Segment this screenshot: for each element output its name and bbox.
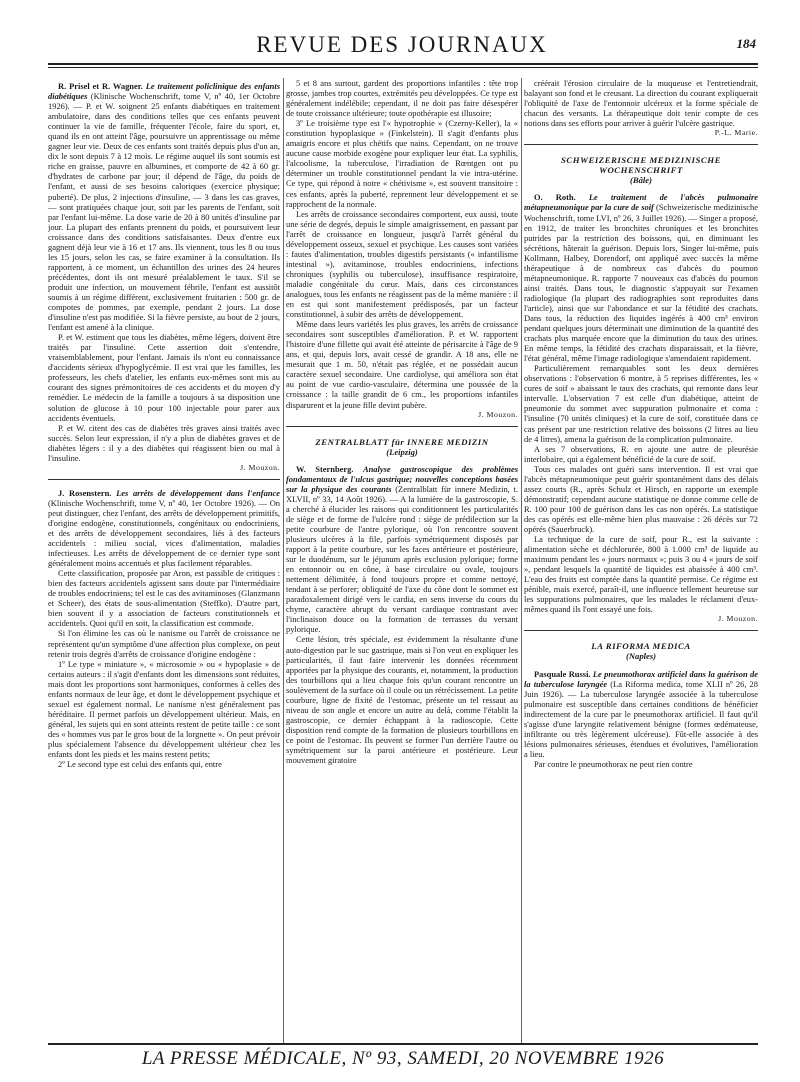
article-paragraph: 5 et 8 ans surtout, gardent des proportions infantiles : tête trop grosse, jambes trop courtes, extrémités peu développées. Ce type est généralement indélébile; cependant, il ne doit pas faire désespérer de toute croissance ultérieure; toute opothérapie est illusoire;: [286, 78, 518, 119]
article-text: P. et W. soignent 25 enfants diabétiques en traitement ambulatoire, dans des conditions telles que ces enfants peuvent continuer la vie de famille, fréquenter l'école, faire du sport, et, quand ils en ont atteint l'âge, poursuivre un apprentissage ou même gagner leur vie. Deux de ces enfants sont traités depuis plus d'un an, dix le sont depuis 7 à 12 mois. Le régime auquel ils sont soumis est riche en graisse, pauvre en albumines, et comporte de 42 à 60 gr. d'hydrates de carbone par jour; il dépend de l'âge, du poids de l'enfant, et aussi de ses besoins caloriques (exercice physique; puberté). De plus, 2 injections d'insuline, — 3 dans les cas graves, — sont pratiquées chaque jour, soit par les parents de l'enfant, soit par l'enfant lui-même. La dose varie de 20 à 80 unités d'insuline par jour. La plupart des enfants prennent du poids, et poursuivent leur croissance dans des conditions satisfaisantes. Deux d'entre eux gagnent déjà leur vie à 16 et 17 ans. Ils viennent, tous les 8 ou tous les 15 jours, selon les cas, se faire examiner à la consultation. Ils rapportent, à ce moment, un échantillon des urines des 24 heures précédentes, dont ils ont mesuré préalablement le taux. S'il se produit une infection, un mouvement fébrile, l'enfant est aussitôt soumis à un régime différent, exclusivement fruitarien : 500 gr. de compotes de pommes, par exemple, pendant 2 jours. La dose d'insuline n'est pas modifiée. Si la fièvre persiste, au bout de 2 jours, l'enfant est amené à la clinique.: [48, 101, 280, 333]
article-text: Singer a proposé, en 1912, de traiter les bronchites chroniques et les bronchites putrides par la restriction des boissons, qui, en diminuant les sécrétions, hâterait la guérison. Depuis lors, Singer lui-même, puis Kollmann, Halbey, Dorendorf, ont appliqué avec succès la même thérapeutique à de nombreux cas d'abcès du poumon métapneumonique. R. rapporte 7 nouveaux cas d'abcès du poumon ainsi traités. Dans tous, le diagnostic s'appuyait sur l'examen radiologique (la plupart des radiographies sont reproduites dans l'article), ainsi que sur l'abondance et sur la fétidité des crachats. Dans tous, la réduction des liquides ingérés à 400 cm³ environ pendant quelques jours déterminait une diminution de la quantité des crachats plus marquée encore que la diminution du taux des urines. En même temps, la fétidité des crachats disparaissait, et la fièvre, l'état général, même l'image radiologique s'amendaient rapidement.: [524, 212, 758, 364]
article-paragraph: Même dans leurs variétés les plus graves, les arrêts de croissance secondaires sont susceptibles d'amélioration. P. et W. rapportent l'histoire d'une fillette qui avait été atteinte de périsarcite à l'âge de 9 ans, et qui, depuis lors, avait cessé de grandir. A 18 ans, elle ne mesurait que 1 m. 50, n'était pas réglée, et ne possédait aucun caractère sexuel secondaire. Une cardiolyse, qui améliora son état au point de vue cardio-vasculaire, détermina une poussée de la croissance : la taille grandit de 6 cm., les proportions infantiles disparurent et la jeune fille devint pubère.: [286, 319, 518, 410]
article-title: Le pneumothorax artificiel dans la guérison de la tuberculose laryngée: [524, 668, 758, 689]
column-divider: [283, 78, 284, 1043]
article-text: La tuberculose laryngée associée à la tuberculose pulmonaire est susceptible dans certaines conditions de bénéficier indirectement de la cure par le pneumothorax artificiel. Il faut qu'il s'agisse d'une laryngite relativement bénigne (formes œdémateuse, infiltrante ou très légèrement ulcéreuse). Fût-elle associée à des lésions pulmonaires sérieuses, étendues et évolutives, l'amélioration a lieu.: [524, 688, 758, 759]
page-header: [48, 30, 756, 60]
article-separator: [524, 144, 758, 145]
article-paragraph: Les arrêts de croissance secondaires comportent, eux aussi, toute une série de degrés, depuis le simple amaigrissement, en passant par l'arrêt de croissance en longueur, jusqu'à l'arrêt général du développement osseux, sexuel et psychique. Les causes sont variées : fautes d'alimentation, troubles digestifs persistants (« infantilisme intestinal »), avitaminose, troubles endocriniens, infections chroniques (syphilis ou tuberculose), insuffisance respiratoire, maladie congénitale du cœur. Mais, dans ces circonstances analogues, tous les enfants ne réagissent pas de la même manière : il en est qui sont manifestement prédisposés, par un facteur constitutionnel, à subir des arrêts de développement.: [286, 208, 518, 320]
column-2: [286, 78, 518, 1043]
page-footer: [48, 1048, 758, 1076]
article-separator: [524, 630, 758, 631]
article-signature: P.-L. Marie.: [714, 128, 758, 138]
article-paragraph: Par contre le pneumothorax ne peut rien contre: [534, 758, 693, 769]
journal-section-title: REVUE DES JOURNAUX: [256, 32, 548, 57]
article-paragraph: Tous ces malades ont guéri sans intervention. Il est vrai que l'abcès métapneumonique peut guérir spontanément dans des délais assez courts (R., après Schulz et Hirsch, en rapporte un exemple démonstratif; cependant aucune statistique ne donne comme celle de R. 100 pour 100 de guérison dans les cas non opérés. La statistique des cas opérés est elle-même bien plus mauvaise : 26 décès sur 72 opérés (Sauerbruck).: [524, 463, 758, 534]
article-author: J. Rosenstern.: [58, 487, 112, 498]
article-paragraph: créérait l'érosion circulaire de la muqueuse et l'entretiendrait, balayant son fond et le creusant. La direction du courant expliquerait l'obliquité de l'axe de l'entonnoir ulcéreux et la forme spéciale de chacun des versants. La thérapeutique doit tenir compte de ces notions dans ses efforts pour arriver à guérir l'ulcère gastrique.: [524, 78, 758, 129]
article-title: Le traitement de l'abcès pulmonaire métapneumonique par la cure de soif: [524, 192, 758, 213]
article-author: Pasquale Russi.: [534, 668, 591, 679]
header-rule: [48, 63, 758, 65]
column-1: [48, 78, 280, 1043]
article-paragraph: P. et W. citent des cas de diabètes très graves ainsi traités avec succès. Selon leur expression, il n'y a plus de diabètes graves et de diabètes légers : il y a des diabètes qui réagissent bien ou mal à l'insuline.: [48, 422, 280, 463]
article-author: R. Prisel et R. Wagner.: [58, 81, 143, 91]
article-rosenstern: [48, 488, 280, 568]
article-source: (Zentralblatt für innere Medizin, t. XLVII, nº 33, 14 Août 1926). —: [286, 483, 518, 504]
article-paragraph: Cette lésion, très spéciale, est évidemment la résultante d'une auto-digestion par le suc gastrique, mais si l'on veut en expliquer les particularités, il faut faire intervenir les données récemment apportées par la physique des courants, et, notamment, la production des tourbillons qui a lieu chaque fois qu'un courant rencontre un soulèvement de la surface où il coule ou un rétrécissement. La petite courbure, ligne de fixité de l'estomac, présente un tel ressaut au niveau de son angle et encore un autre au delà, comme l'établit la gastroscopie, ce dernier échappant à la radioscopie. Cette disposition rend compte de la formation de plusieurs tourbillons en ce point de l'estomac. Ils peuvent se former l'un derrière l'autre ou symétriquement sur la paroi antérieure et postérieure. Leur mouvement giratoire: [286, 634, 518, 766]
column-3: [524, 78, 758, 1043]
journal-heading: ZENTRALBLATT für INNERE MEDIZIN: [315, 436, 489, 447]
article-separator: [286, 426, 518, 427]
article-text: On peut distinguer, chez l'enfant, des arrêts de développement primitifs, d'origine endogène, constitutionnels, congénitaux ou endocriniens, et des arrêts de développement secondaires, liés à des facteurs accidentels : milieu social, vices d'alimentation, maladies infectieuses. Les arrêts de développement de ce dernier type sont généralement moins accentués et plus facilement réparables.: [48, 497, 280, 569]
article-source: (La Riforma medica, tome XLII nº 26, 28 Juin 1926). —: [524, 678, 758, 699]
article-signature: J. Mouzon.: [478, 409, 518, 419]
article-roth: [524, 192, 758, 363]
article-signature: J. Mouzon.: [240, 462, 280, 472]
article-russi: [524, 669, 758, 759]
article-paragraph: Particulièrement remarquables sont les deux dernières observations : l'observation 6 montre, à 5 reprises différentes, les « cures de soif » abaissant le taux des crachats, qui remonte dans leur intervalle. L'observation 7 est celle d'un diabétique, atteint de pneumonie du sommet avec suppuration pulmonaire et coma : l'insuline (70 unités cliniques) et la cure de soif, constituée dans ce cas présent par une restriction relative des boissons (2 litres au lieu de 4 litres), amena la guérison de la complication pulmonaire.: [524, 363, 758, 444]
journal-heading: LA RIFORMA MEDICA: [591, 641, 691, 652]
article-signature: J. Mouzon.: [718, 614, 758, 624]
article-source: (Schweizerische medizinische Wochenschrift, tome LVI, nº 26, 3 Juillet 1926). —: [524, 202, 758, 223]
footer-rule: [48, 1043, 758, 1045]
journal-city: (Leipzig): [386, 446, 418, 457]
footer-issue-number: Nº 93,: [352, 1048, 408, 1069]
journal-city: (Bâle): [630, 175, 652, 186]
article-paragraph: Si l'on élimine les cas où le nanisme ou l'arrêt de croissance ne représentent qu'un symptôme d'une affection plus complexe, on peut retenir trois degrés d'arrêts de croissance d'origine endogène :: [48, 628, 280, 659]
article-text: A la lumière de la gastroscopie, S. a cherché à élucider les raisons qui conditionnent les particularités de siège et de forme de l'ulcère rond : siège de prédilection sur la petite courbure de l'antre pylorique, où l'on rencontre souvent plusieurs ulcères à la file, parfois symétriquement disposés par rapport à la petite courbure, sur les faces antérieure et postérieure, sur le duodénum, sur le jéjunum après exclusion pylorique; forme en entonnoir ou en cône, à base circulaire ou ovale, toujours nettement délimitée, à fond toujours propre et comme nettoyé, tendant à se perforer; obliquité de l'axe du cône dont le sommet est paradoxalement dirigé vers le cardia, en sens inverse du cours du chyme, caractère abrupt du versant cardiaque contrastant avec l'inclinaison douce ou la formation de terrasses du versant pylorique.: [286, 493, 518, 635]
column-divider: [521, 78, 522, 1043]
header-rule-thin: [48, 67, 758, 68]
article-title: Analyse gastroscopique des problèmes fondamentaux de l'ulcus gastrique; nouvelles conceptions basées sur la physique des courants: [286, 463, 518, 494]
article-title: Le traitement policlinique des enfants diabétiques: [48, 81, 280, 102]
article-paragraph: 2º Le second type est celui des enfants qui, entre: [58, 759, 222, 770]
footer-journal: LA PRESSE MÉDICALE,: [141, 1048, 352, 1069]
article-paragraph: A ses 7 observations, R. en ajoute une autre de pleurésie interlobaire, qui a également bénéficié de la cure de soif.: [524, 443, 758, 464]
article-prisel-wagner: [48, 81, 280, 332]
page-number: 184: [736, 36, 756, 51]
article-author: W. Sternberg.: [296, 463, 354, 474]
article-paragraph: 1º Le type « miniature », « microsomie » ou « hypoplasie » de certains auteurs : il s'agit d'enfants dont les dimensions sont réduites, mais dont les proportions sont harmoniques, conformes à celles des enfants normaux de leur âge, et dont le développement psychique et sexuel est également normal. Le nanisme n'est généralement pas héréditaire. Il permet parfois un développement ultérieur. Mais, en général, les sujets qui en sont atteints restent de petite taille : ce sont des « hommes vus par le gros bout de la lorgnette ». On peut prévoir plus spécialement l'absence du développement ultérieur chez les enfants dont les pieds et les mains restent petits;: [48, 658, 280, 760]
article-author: O. Roth.: [534, 192, 576, 203]
article-paragraph: P. et W. estiment que tous les diabètes, même légers, doivent être traités par l'insuline. Cette assertion doit s'entendre, vraisemblablement, pour l'enfant. Jamais ils n'ont eu connaissance d'accidents sérieux d'hypoglycémie. Il est vrai que les familles, les professeurs, les chefs d'atelier, les enfants eux-mêmes sont mis au courant des signes prémonitoires de ces accidents et du moyen d'y remédier. Le médecin de la famille a toujours à sa disposition une solution de glucose à 10 pour 100 injectable pour parer aux accidents éventuels.: [48, 332, 280, 423]
article-paragraph: La technique de la cure de soif, pour R., est la suivante : alimentation sèche et déchlorurée, 800 à 1.000 cm³ de liquide au maximum pendant les « jours normaux »; puis 3 ou 4 « jours de soif », pendant lesquels la quantité de liquides est abaissée à 400 cm³. L'eau des fruits est comptée dans la quantité permise. Ce régime est pénible, mais exercé, paraît-il, une influence tellement heureuse sur les suppurations pulmonaires, que les malades le réclament d'eux-mêmes quand ils l'ont essayé une fois.: [524, 534, 758, 615]
article-paragraph: Cette classification, proposée par Aron, est passible de critiques : bien des facteurs accidentels agissent sans doute par l'intermédiaire de troubles endocriniens; tel est le cas des avitaminoses (Glanzmann et Scheer), des états de sous-alimentation (Steffko). D'autre part, bien souvent il y a association de facteurs constitutionnels et accidentels. Quoi qu'il en soit, la classification est commode.: [48, 568, 280, 629]
article-sternberg: [286, 464, 518, 635]
article-separator: [48, 479, 280, 480]
article-title: Les arrêts de développement dans l'enfance: [116, 487, 280, 498]
article-source: (Klinische Wochenschrift, tome V, nº 40, 1er Octobre 1926). —: [48, 497, 270, 508]
footer-date: SAMEDI, 20 NOVEMBRE 1926: [407, 1048, 665, 1069]
article-source: (Klinische Wochenschrift, tome V, nº 40, 1er Octobre 1926). —: [48, 91, 280, 112]
journal-heading: SCHWEIZERISCHE MEDIZINISCHE WOCHENSCHRIFT: [561, 155, 721, 176]
article-paragraph: 3º Le troisième type est l'« hypotrophie » (Czerny-Keller), la « constitution hypoplasique » (Finkelstein). Il s'agit d'enfants plus amaigris encore et plus chétifs que nains. Cependant, on ne trouve aucune cause morbide exogène pour expliquer leur état. La syphilis, l'alcoolisme, la tuberculose, l'irradiation de Rœntgen ont pu déterminer un trouble constitutionnel pendant la vie intra-utérine. Ce type, qui répond à notre « chétivisme », est souvent transitoire : ces enfants, après la puberté, reprennent leur développement et se rapprochent de la normale.: [286, 118, 518, 209]
journal-city: (Naples): [625, 651, 657, 662]
